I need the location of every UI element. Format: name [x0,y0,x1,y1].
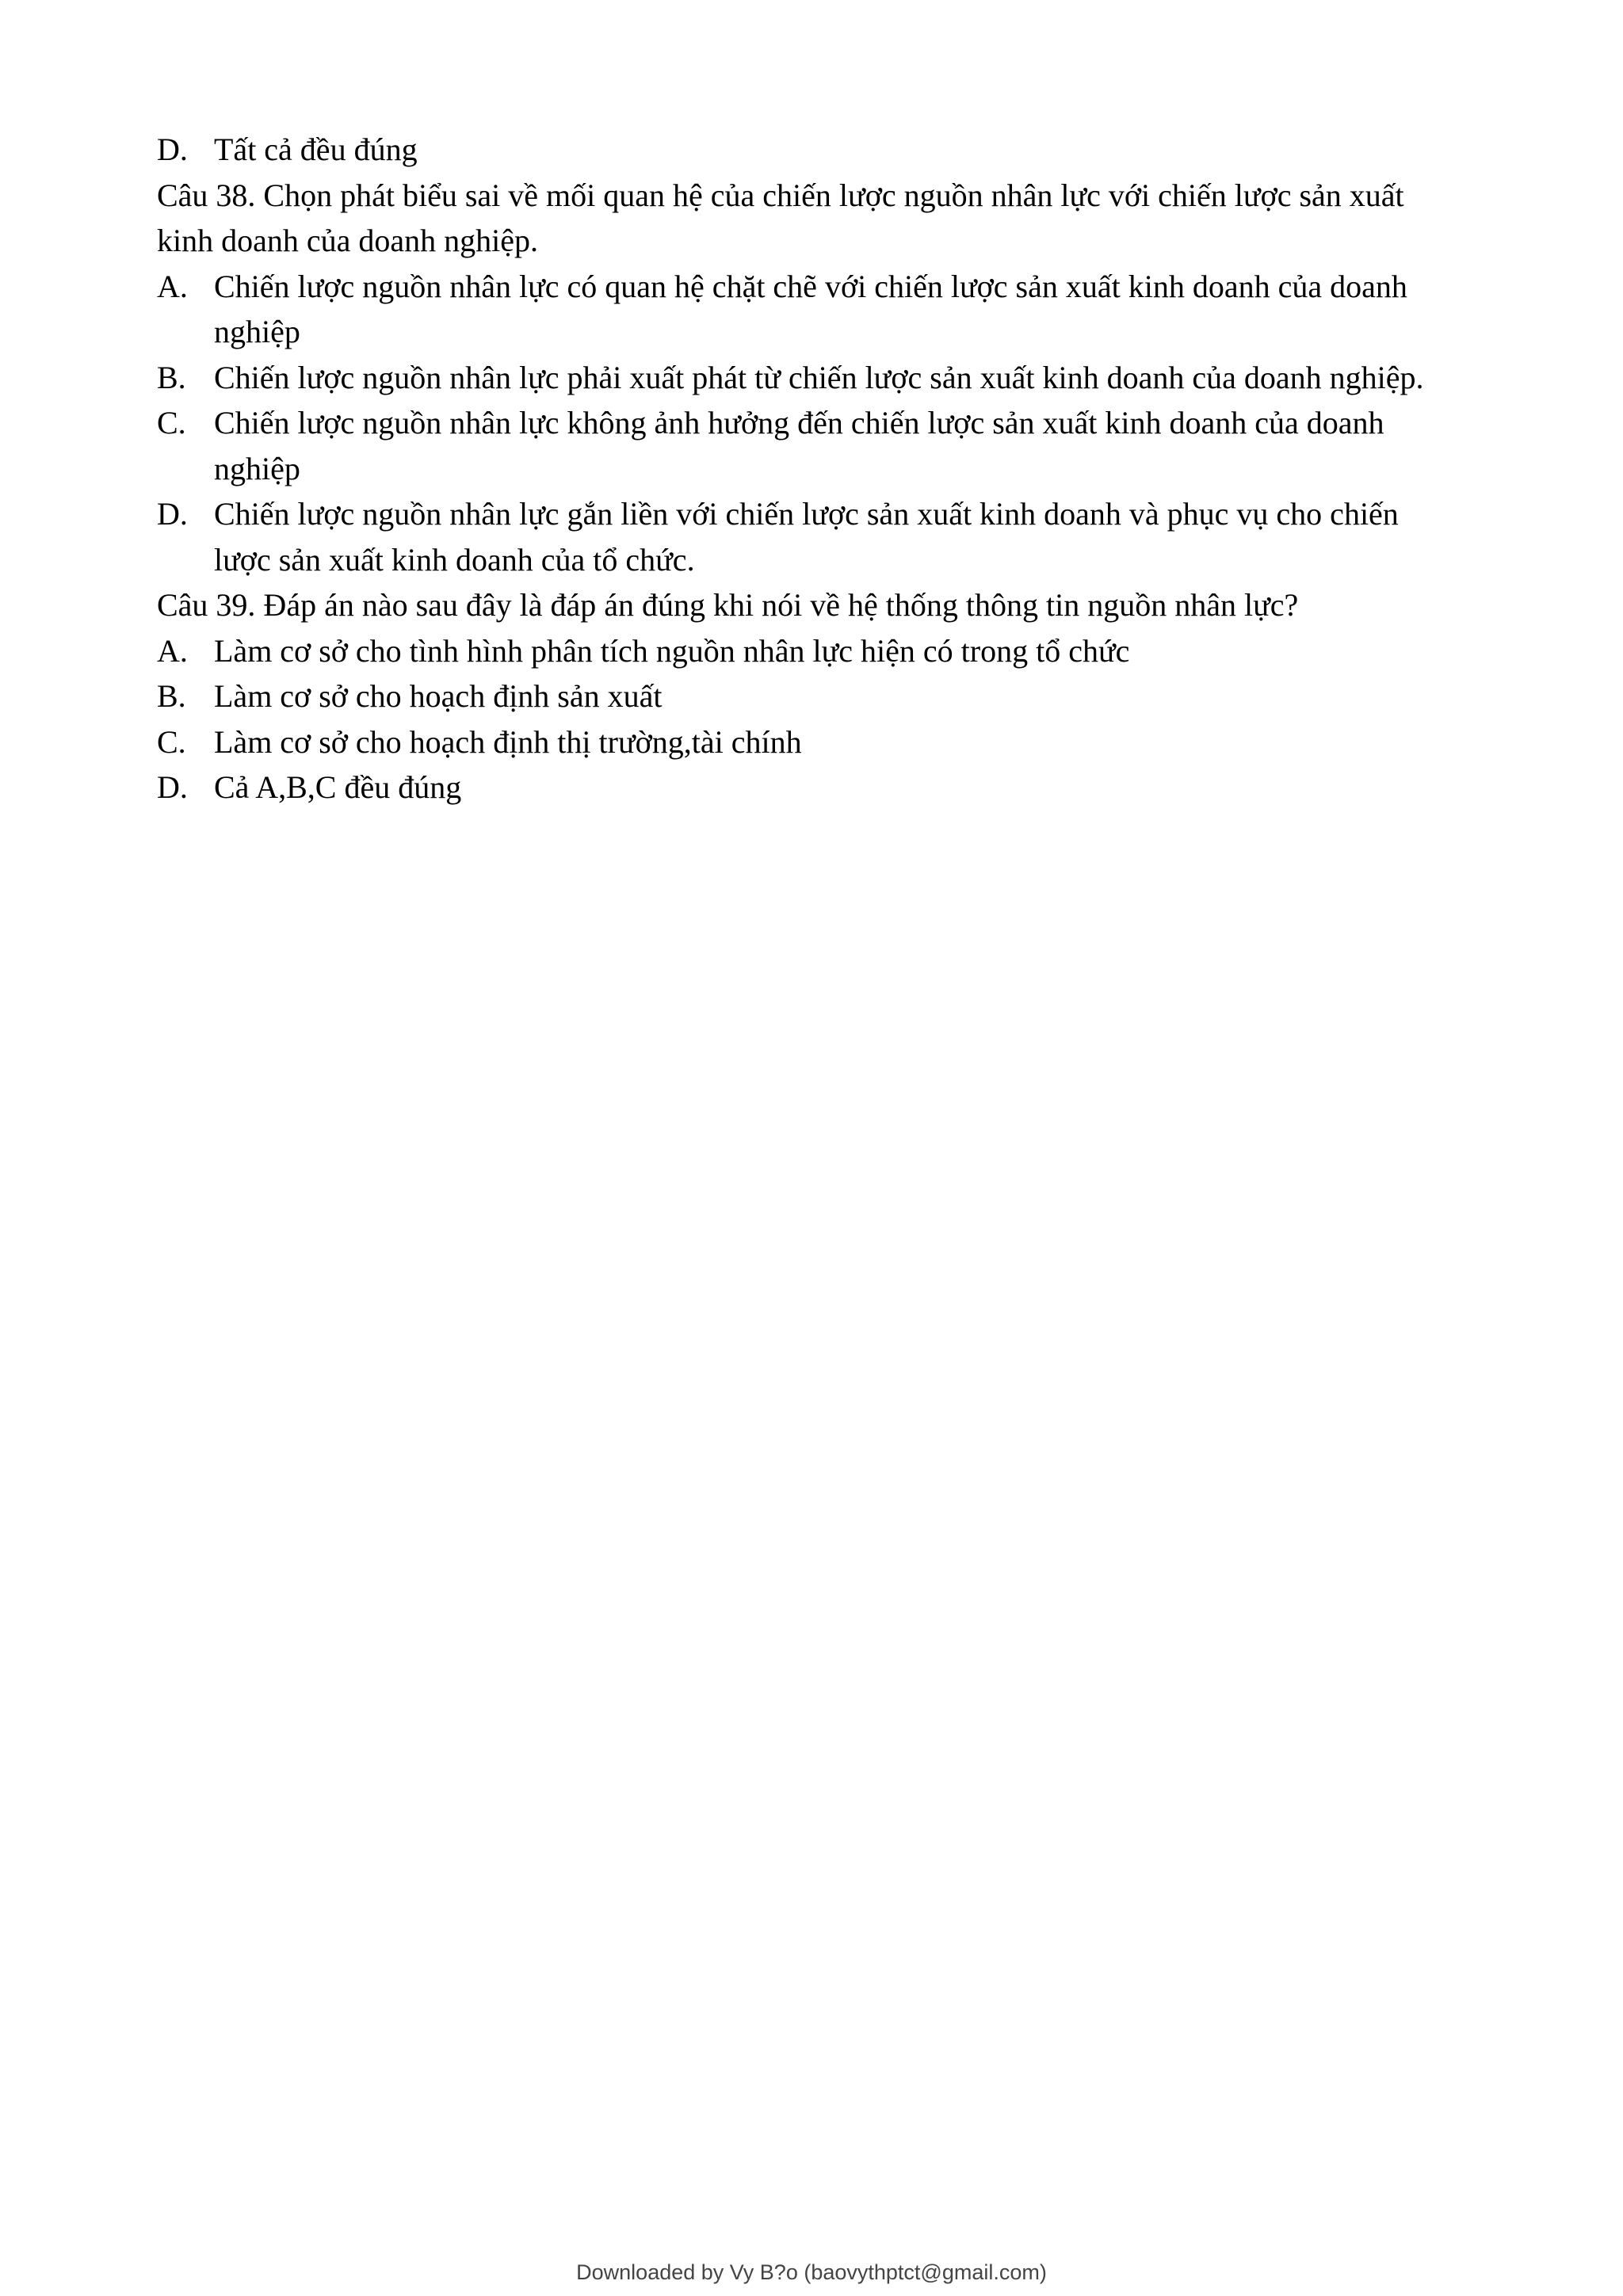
question-38-option-c [157,400,1488,491]
option-text-line-1: Chiến lược nguồn nhân lực có quan hệ chặt chẽ với chiến lược sản xuất kinh doanh của doanh [214,268,1407,304]
option-text-line-2: nghiệp [214,450,300,486]
option-text-line-2: nghiệp [214,314,300,349]
option-letter: A. [157,268,188,304]
question-39-option-d [157,765,1488,810]
option-text: Cả A,B,C đều đúng [214,769,462,805]
option-text-line-1: Chiến lược nguồn nhân lực phải xuất phát từ chiến lược sản xuất kinh doanh của doanh nghiệp. [214,359,1424,395]
option-text [214,491,1488,582]
option-text [214,400,1488,491]
question-38-stem-line-1: Câu 38. Chọn phát biểu sai về mối quan hệ của chiến lược nguồn nhân lực với chiến lược sản xuất [157,177,1404,213]
option-text: Tất cả đều đúng [214,132,418,167]
option-letter: B. [157,359,186,395]
document-body [157,127,1488,810]
question-39-stem: Câu 39. Đáp án nào sau đây là đáp án đúng khi nói về hệ thống thông tin nguồn nhân lực? [157,587,1299,623]
option-text: Làm cơ sở cho hoạch định thị trường,tài chính [214,723,802,760]
option-letter: C. [157,405,186,441]
prev-question-option-d [157,127,1488,173]
option-letter: D. [157,769,188,805]
option-letter: A. [157,632,188,669]
question-38-option-b [157,355,1488,401]
option-text: Làm cơ sở cho tình hình phân tích nguồn nhân lực hiện có trong tổ chức [214,632,1130,669]
option-letter: D. [157,496,188,532]
question-39-option-b [157,673,1488,719]
question-38-option-d [157,491,1488,582]
question-39-option-a [157,628,1488,674]
option-text [214,355,1488,401]
option-text-line-1: Chiến lược nguồn nhân lực gắn liền với chiến lược sản xuất kinh doanh và phục vụ cho chiến [214,496,1399,532]
option-letter: C. [157,723,186,760]
download-footer: Downloaded by Vy B?o (baovythptct@gmail.com) [576,2260,1047,2284]
option-letter: B. [157,678,186,714]
question-39-option-c [157,719,1488,765]
option-letter: D. [157,132,188,167]
option-text-line-1: Chiến lược nguồn nhân lực không ảnh hưởng đến chiến lược sản xuất kinh doanh của doanh [214,405,1384,441]
question-38-stem-line-2: kinh doanh của doanh nghiệp. [157,223,538,258]
option-text-line-2: lược sản xuất kinh doanh của tổ chức. [214,541,695,578]
question-38-option-a [157,264,1488,355]
option-text: Làm cơ sở cho hoạch định sản xuất [214,678,663,714]
option-text [214,264,1488,355]
